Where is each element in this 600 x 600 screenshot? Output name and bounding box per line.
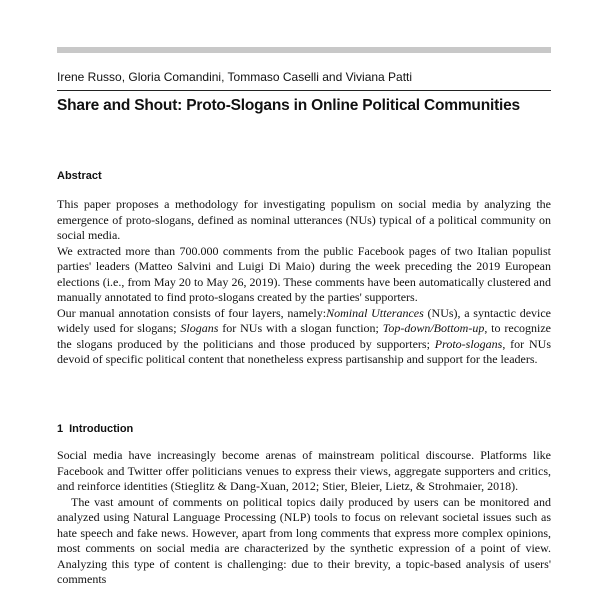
abstract-p3-text: for NUs with a slogan function;: [218, 321, 383, 335]
abstract-body: [57, 197, 551, 368]
section-title: Introduction: [69, 423, 134, 435]
intro-paragraph-1: Social media have increasingly become arenas of mainstream political discourse. Platforms like Facebook and Twitter offer politicians venues to express their views, aggregate supporters and critics, and reinforce identities (Stieglitz & Dang-Xuan, 2012; Stier, Bleier, Lietz, & Strohmaier, 2018).: [57, 448, 551, 493]
author-list: Irene Russo, Gloria Comandini, Tommaso Caselli and Viviana Patti: [57, 70, 413, 84]
abstract-paragraph-2: We extracted more than 700.000 comments from the public Facebook pages of two Italian populist parties' leaders (Matteo Salvini and Luigi Di Maio) during the week preceding the 2019 European elections (i.e., from May 20 to May 26, 2019). These comments have been automatically clustered and manually annotated to find proto-slogans created by the parties' supporters.: [57, 243, 551, 304]
introduction-body: [57, 448, 551, 588]
abstract-paragraph-1: This paper proposes a methodology for investigating populism on social media by analyzing the emergence of proto-slogans, defined as nominal utterances (NUs) typical of a political community on social media.: [57, 197, 551, 242]
abstract-p3-text: Our manual annotation consists of four layers, namely:: [57, 305, 327, 320]
intro-paragraph-2: The vast amount of comments on political topics daily produced by users can be monitored and analyzed using Natural Language Processing (NLP) tools to focus on relevant societal issues such as hate speech and fake news. However, apart from long comments that express more complex opinions, most comments on social media are characterized by the synthetic expression of a point of view. Analyzing this type of content is challenging: due to their brevity, a topic-based analysis of users' comments: [57, 494, 551, 586]
section-number: 1: [57, 423, 64, 435]
abstract-p3-term-slogans: Slogans: [180, 321, 219, 335]
section-heading-introduction: [57, 423, 133, 435]
abstract-p3-term-nominal-utterances: Nominal Utterances: [326, 305, 424, 320]
abstract-p3-term-proto-slogans: Proto-slogans: [434, 336, 503, 351]
abstract-p3-text: (NUs), a syntactic device widely used for slogans;: [57, 305, 552, 335]
title-rule: [57, 90, 551, 91]
abstract-p3-term-top-down: Top-down/Bottom-up: [382, 321, 485, 335]
header-rule: [57, 47, 551, 53]
abstract-heading: Abstract: [57, 170, 102, 182]
abstract-p3-text: , to recognize the slogans produced by the politicians and those produced by supporters;: [57, 321, 552, 351]
paper-title: Share and Shout: Proto-Slogans in Online Political Communities: [57, 97, 520, 114]
abstract-p3-text: , for NUs devoid of specific political content that nonetheless express partisanship and support for the leaders.: [57, 336, 552, 366]
abstract-paragraph-3: [57, 306, 551, 368]
